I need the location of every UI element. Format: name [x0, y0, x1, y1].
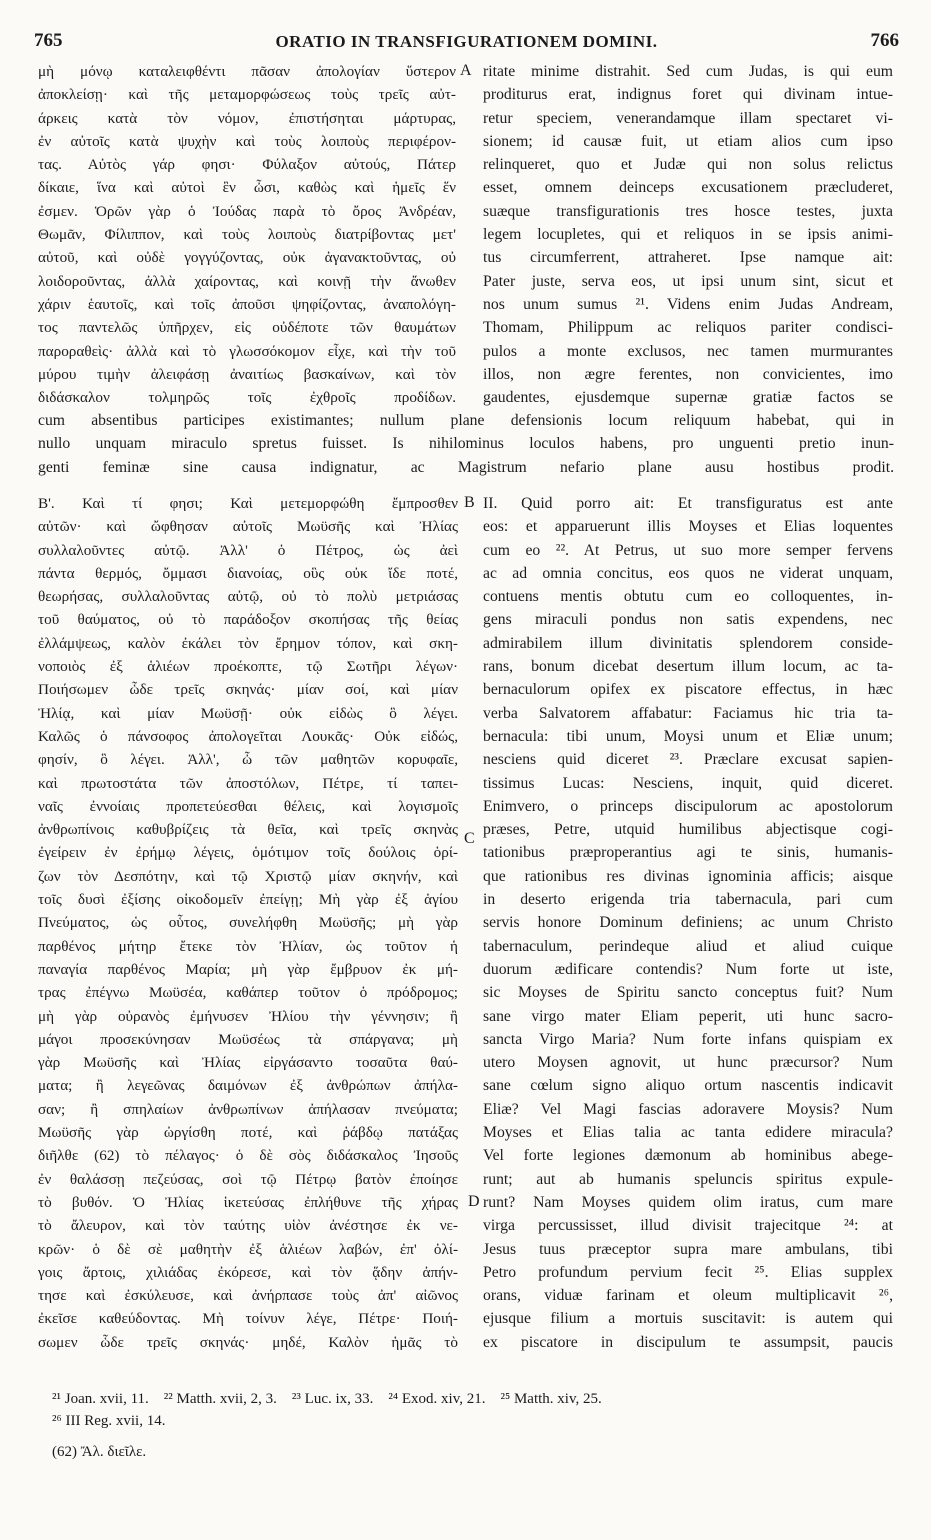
greek-text-line: ἐν θαλάσσῃ πεζεύσας, σοὶ τῷ Πέτρῳ βατὸν ἐποίησε	[38, 1170, 458, 1188]
greek-text-line: καὶ πρωτοστάτα τῶν ἀποστόλων, Πέτρε, τί ταπει-	[38, 774, 458, 792]
greek-column-section-1	[38, 60, 456, 409]
latin-text-line: cum absentibus participes existimantes; nullum plane defensionis locum reliquum habebat, qui in	[38, 412, 894, 429]
latin-text-line: ex piscatore in discipulum te assumpsit, paucis	[483, 1333, 893, 1351]
greek-text-line: τοῦ θαύματος, οὐ τὸ παράδοξον σκοπήσας τῆς θείας	[38, 611, 458, 629]
latin-text-line: retur speciem, venerandamque illam spectaret vi-	[483, 109, 893, 127]
latin-text-line: suæque transfigurationis tres hosce testes, juxta	[483, 202, 893, 220]
latin-text-line: Petro profundum pervium fecit ²⁵. Elias supplex	[483, 1263, 893, 1281]
latin-column-section-2	[483, 492, 893, 1354]
latin-text-line: præses, Petre, utquid humilibus abjectisque cogi-	[483, 821, 893, 839]
greek-text-line: αὐτῶν· καὶ ὤφθησαν αὐτοῖς Μωϋσῆς καὶ Ἠλίας	[38, 518, 458, 536]
latin-text-line: nullo unquam miraculo spretus fuisset. Is nihilominus loculos habens, pro unguenti pretio inun-	[38, 435, 894, 453]
latin-text-line: bernaculorum opifex ex piscatore effectus, in hæc	[483, 681, 893, 699]
page-header	[34, 30, 899, 54]
latin-text-line: sancta Virgo Maria? Num forte infans quispiam ex	[483, 1030, 893, 1048]
greek-text-line: Β'. Καὶ τί φησι; Καὶ μετεμορφώθη ἔμπροσθεν	[38, 495, 458, 512]
latin-text-line: tissimus Lucas: Nesciens, inquit, quid diceret.	[483, 774, 893, 792]
greek-text-line: φησίν, ὃ λέγει. Ἀλλ', ὦ τῶν μαθητῶν κορυφαῖε,	[38, 751, 458, 769]
greek-text-line: παρθένος μήτηρ ἔτεκε τὸν Ἠλίαν, ὡς τοῦτον ἡ	[38, 937, 458, 955]
variant-note: (62) Ἄλ. διεῖλε.	[52, 1444, 147, 1460]
greek-text-line: γὰρ Μωϋσῆς καὶ Ἠλίας εἰργάσαντο τοσαῦτα θαύ-	[38, 1054, 458, 1072]
greek-text-line: τὸ βυθόν. Ὁ Ἠλίας ἱκετεύσας ἐπλήθυνε τῆς χήρας	[38, 1193, 458, 1211]
latin-text-line: tus circumferrent, attraheret. Ipse namque ait:	[483, 249, 893, 267]
latin-text-line: Jesus tuus præceptor supra mare ambulans, tibi	[483, 1240, 893, 1258]
latin-text-line: sic Moyses de Spiritu sancto conceptus fuit? Num	[483, 984, 893, 1002]
greek-text-line: ἐγείρειν ἐν ἐρήμῳ λέγεις, ὁμότιμον τοῖς δούλοις ὁρί-	[38, 844, 458, 862]
greek-text-line: τος παντελῶς ὑπῆρχεν, εἰς οὐδέποτε τῶν θαυμάτων	[38, 319, 456, 337]
latin-text-line: Moyses et Elias talia ac tanta edidere miracula?	[483, 1124, 893, 1142]
latin-text-line: Eliæ? Vel Magi fascias adoravere Moysis? Num	[483, 1100, 893, 1118]
latin-text-line: tabernaculum, perindeque aliud et aliud cuique	[483, 937, 893, 955]
latin-text-line: runt; aut ab humanis speluncis spiritus expule-	[483, 1170, 893, 1188]
footnotes	[52, 1388, 902, 1432]
greek-text-line: μύρου τιμὴν ἀλειφάσῃ ἀναιτίως βασκαίνων, καὶ τὸν	[38, 365, 456, 383]
greek-text-line: ναῖς ἐννοίαις προπετεύεσθαι θέλεις, καὶ λογισμοῖς	[38, 797, 458, 815]
greek-text-line: δίκαιε, ἵνα καὶ αὐτοὶ ἓν ὦσι, καθὼς καὶ ἡμεῖς ἕν	[38, 179, 456, 197]
greek-text-line: γοις ἄρτοις, χιλιάδας ἐκόρεσε, καὶ τὸν ᾅδην ἀπήν-	[38, 1263, 458, 1281]
greek-text-line: μὴ μόνῳ καταλειφθέντι πᾶσαν ἀπολογίαν ὕστερον	[38, 63, 456, 80]
greek-text-line: πάντα θερμός, ὄμμασι διανοίας, οὓς οὐκ ἴδε ποτέ,	[38, 564, 458, 582]
greek-text-line: άρκεις κατὰ τὸν νόμον, ἐπιστήσηται μάρτυρας,	[38, 109, 456, 127]
latin-text-line: cum eo ²². At Petrus, ut suo more semper fervens	[483, 541, 893, 559]
latin-text-line: gaudentes, ejusdemque supernæ gratiæ factos se	[483, 389, 893, 407]
latin-text-line: sane cœlum signo aliquo ortum nascentis indicavit	[483, 1077, 893, 1095]
greek-text-line: Ποιήσωμεν ὧδε τρεῖς σκηνάς· μίαν σοί, καὶ μίαν	[38, 681, 458, 699]
latin-text-line: duorum ædificare contendis? Num forte ut iste,	[483, 960, 893, 978]
latin-text-line: nos unum sumus ²¹. Videns enim Judas Andream,	[483, 295, 893, 313]
latin-text-line: gens miraculi pondus non satis expendens, nec	[483, 611, 893, 629]
latin-text-line: sionem; id causæ fuit, ut etiam alios cum ipso	[483, 132, 893, 150]
greek-text-line: τὸ ἄλευρον, καὶ τὸν ταύτης υἱὸν ἀνέστησε ἐκ νε-	[38, 1217, 458, 1235]
greek-text-line: σαν; ἢ σπηλαίων ἀνθρωπίνων ἀπήλασαν πνεύματα;	[38, 1100, 458, 1118]
latin-text-line: proditurus erat, indignus foret qui divinam intue-	[483, 86, 893, 104]
greek-text-line: διδάσκαλον τολμηρῶς τοῖς ἐχθροῖς προδίδων.	[38, 389, 456, 407]
latin-text-line: virga percussisset, illud divisit trajecitque ²⁴: at	[483, 1217, 893, 1235]
latin-text-line: genti feminæ sine causa indignatur, ac Magistrum nefario plane ausu hostibus prodit.	[38, 458, 894, 476]
greek-text-line: μάγοι προσεκύνησαν Μωϋσέως τὰ σπάργανα; μὴ	[38, 1030, 458, 1048]
latin-text-line: Vel forte legiones dæmonum ab hominibus abege-	[483, 1147, 893, 1165]
latin-text-line: tationibus præproperantius agi te sinis, humanis-	[483, 844, 893, 862]
greek-text-line: ἐσμεν. Ὁρῶν γὰρ ὁ Ἰούδας παρὰ τὸ ὄρος Ἀνδρέαν,	[38, 202, 456, 220]
latin-text-line: contuens mentis obtutu cum eo colloquentes, in-	[483, 588, 893, 606]
greek-text-line: τρας ἐπέγνω Μωϋσέα, καθάπερ τοῦτον ὁ πρόδρομος;	[38, 984, 458, 1002]
greek-text-line: Ἠλίᾳ, καὶ μίαν Μωϋσῇ· οὐκ εἰδὼς ὃ λέγει.	[38, 704, 458, 722]
greek-text-line: ἀνθρωπίνοις καθυβρίζεις τὰ θεῖα, καὶ τρεῖς σκηνὰς	[38, 821, 458, 839]
latin-text-line: in deserto erigenda tria tabernacula, pari cum	[483, 891, 893, 909]
latin-text-line: pulos a monte exclusos, nec tamen murmurantes	[483, 342, 893, 360]
greek-text-line: ματα; ἢ λεγεῶνας δαιμόνων ἐξ ἀνθρώπων ἀπήλα-	[38, 1077, 458, 1095]
greek-text-line: τοῖς δυσὶ ἐξίσης οἰκοδομεῖν ἐπείγῃ; Μὴ γὰρ ἐξ ἁγίου	[38, 891, 458, 909]
margin-marker-b: B	[464, 494, 475, 511]
greek-text-line: τας. Αὐτὸς γάρ φησι· Φύλαξον αὐτούς, Πάτερ	[38, 156, 456, 174]
greek-text-line: ἀποκλείσῃ· καὶ τῆς μεταμορφώσεως τοὺς τρεῖς αὐτ-	[38, 86, 456, 104]
footnote-line: ²⁶ III Reg. xvii, 14.	[52, 1413, 166, 1429]
margin-marker-a: A	[460, 62, 472, 79]
latin-text-line: utero Moysen agnovit, ut hunc præcursor? Num	[483, 1054, 893, 1072]
latin-text-line: nesciens quid diceret ²³. Præclare excusat sapien-	[483, 751, 893, 769]
greek-text-line: σωμεν ὧδε τρεῖς σκηνάς· μηδέ, Καλὸν ἡμᾶς τὸ	[38, 1333, 458, 1351]
greek-text-line: κρῶν· ὁ δὲ σὲ μαθητὴν ἐξ ἁλιέων λαβών, ἐπ' ὀλί-	[38, 1240, 458, 1258]
greek-text-line: Θωμᾶν, Φίλιππον, καὶ τοὺς λοιποὺς διατρίβοντας μετ'	[38, 226, 456, 244]
latin-text-line: legem locupletes, qui et reliquos in se ipsis animi-	[483, 226, 893, 244]
footnote-line: ²¹ Joan. xvii, 11. ²² Matth. xvii, 2, 3. ²³ Luc. ix, 33. ²⁴ Exod. xiv, 21. ²⁵ Matth. xiv, 25.	[52, 1391, 602, 1407]
latin-text-line: esset, omnem deinceps excusationem præcluderet,	[483, 179, 893, 197]
latin-text-line: que rationibus res divinas ignominia afficis; aisque	[483, 867, 893, 885]
greek-text-line: μὴ γὰρ οὐρανὸς ἐμήνυσεν Ἠλίου τὴν γέννησιν; ἢ	[38, 1007, 458, 1025]
latin-text-line: illos, non ægre ferentes, non convicientes, imo	[483, 365, 893, 383]
greek-text-line: αὐτοῦ, καὶ οὐδὲ γογγύζοντας, οὐκ ἀγανακτοῦντας, οὐ	[38, 249, 456, 267]
greek-text-line: ἐλλάμψεως, καλὸν ἐκάλει τὸν ἔρημον τόπον, καὶ σκη-	[38, 634, 458, 652]
greek-text-line: ἐν αὐτοῖς κατὰ ψυχὴν καὶ τοὺς λοιποὺς περιφέρον-	[38, 132, 456, 150]
greek-column-section-2	[38, 492, 458, 1354]
greek-text-line: διῆλθε (62) τὸ πέλαγος· ὁ δὲ σὸς διδάσκαλος Ἰησοῦς	[38, 1147, 458, 1165]
greek-text-line: Πνεύματος, ὡς οὗτος, συνελήφθη Μωϋσῆς; μὴ γὰρ	[38, 914, 458, 932]
greek-text-line: παροραθεὶς· ἀλλὰ καὶ τὸ γλωσσόκομον εἶχε, καὶ τὴν τοῦ	[38, 342, 456, 360]
latin-text-line: eos: et apparuerunt illis Moyses et Elias loquentes	[483, 518, 893, 536]
latin-text-line: relinqueret, quo et Judæ qui non solus relictus	[483, 156, 893, 174]
greek-text-line: τησε καὶ ἐσκύλευσε, καὶ ἀνήρπασε τοὺς ἀπ' αἰῶνος	[38, 1287, 458, 1305]
latin-text-line: II. Quid porro ait: Et transfiguratus est ante	[483, 495, 893, 512]
latin-text-line: servis honore Dominum definiens; ac unum Christo	[483, 914, 893, 932]
greek-text-line: χάριν ἑαυτοῖς, καὶ τοῖς ἀποῦσι ψηφίζοντας, ἀναπολόγη-	[38, 295, 456, 313]
margin-marker-c: C	[464, 830, 475, 847]
latin-text-line: Thomam, Philippum ac reliquos pariter condisci-	[483, 319, 893, 337]
greek-text-line: θεωρήσας, συλλαλοῦντας αὐτῷ, οὐ τὸ πολὺ μετριάσας	[38, 588, 458, 606]
latin-text-line: admirabilem illum divinitatis splendorem conside-	[483, 634, 893, 652]
latin-text-line: ritate minime distrahit. Sed cum Judas, is qui eum	[483, 63, 893, 80]
latin-full-width-text	[38, 409, 894, 479]
greek-text-line: νοποιὸς ἐξ ἁλιέων προέκοπτε, τῷ Σωτῆρι λέγων·	[38, 658, 458, 676]
latin-text-line: sane virgo mater Eliam peperit, uti hunc sacro-	[483, 1007, 893, 1025]
greek-text-line: συλλαλοῦντες αὐτῷ. Ἀλλ' ὁ Πέτρος, ὡς ἀεὶ	[38, 541, 458, 559]
page-number-left: 765	[34, 30, 63, 51]
latin-text-line: verba Salvatorem affabatur: Faciamus hic tria ta-	[483, 704, 893, 722]
greek-text-line: παναγία παρθένος Μαρία; μὴ γὰρ ἔμβρυον ἐκ μή-	[38, 960, 458, 978]
latin-text-line: Pater juste, serva eos, ut ipsi unum sint, sicut et	[483, 272, 893, 290]
greek-text-line: Καλῶς ὁ πάνσοφος ἀπολογεῖται Λουκᾶς· Οὐκ εἰδώς,	[38, 727, 458, 745]
running-title: ORATIO IN TRANSFIGURATIONEM DOMINI.	[275, 32, 658, 51]
latin-text-line: rans, bonum dicebat desertum illum locum, ac ta-	[483, 658, 893, 676]
page-number-right: 766	[870, 30, 899, 51]
latin-text-line: ejusque filium a mortuis suscitavit: is autem qui	[483, 1310, 893, 1328]
greek-text-line: ἐκεῖσε καθεύδοντας. Μὴ τοίνυν λέγε, Πέτρε· Ποιή-	[38, 1310, 458, 1328]
latin-text-line: Enimvero, o princeps discipulorum ac apostolorum	[483, 797, 893, 815]
margin-marker-d: D	[468, 1193, 480, 1210]
latin-text-line: runt? Nam Moyses quidem olim iratus, cum mare	[483, 1193, 893, 1211]
latin-text-line: ac ad omnia concitus, eos quos ne viderat unquam,	[483, 564, 893, 582]
greek-text-line: ζων τὸν Δεσπότην, καὶ τῷ Χριστῷ μίαν σκηνήν, καὶ	[38, 867, 458, 885]
latin-text-line: bernacula: tibi unum, Moysi unum et Eliæ unum;	[483, 727, 893, 745]
latin-text-line: orans, viduæ farinam et oleum multiplicavit ²⁶,	[483, 1287, 893, 1305]
latin-column-section-1	[483, 60, 893, 409]
greek-text-line: Μωϋσῆς γὰρ ὠργίσθη ποτέ, καὶ ῥάβδῳ πατάξας	[38, 1124, 458, 1142]
greek-text-line: λοιδοροῦντας, ἀλλὰ χαίροντας, καὶ κοινῇ τὴν ἄνωθεν	[38, 272, 456, 290]
